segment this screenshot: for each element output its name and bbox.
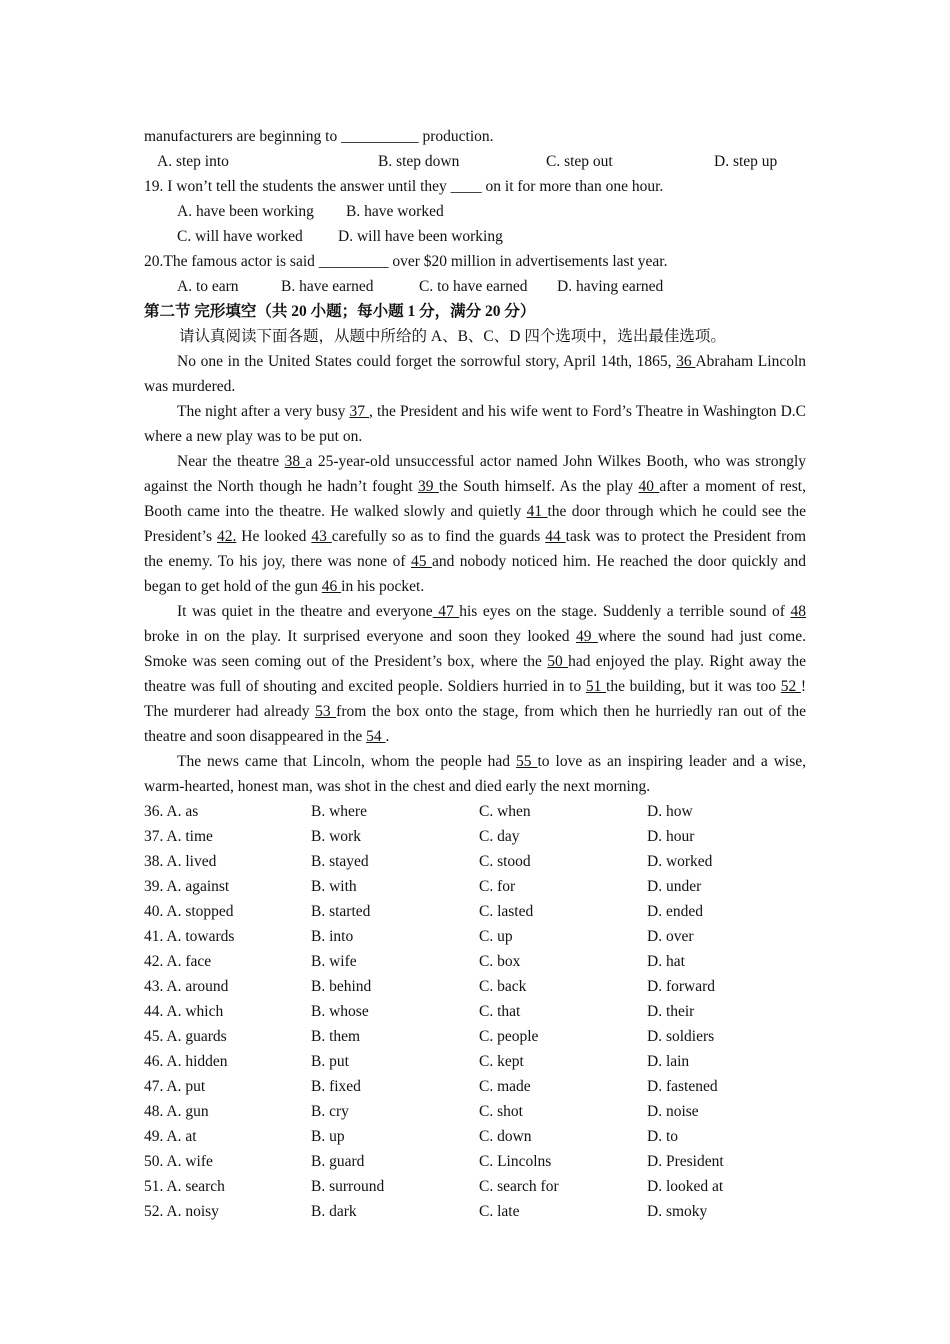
option-a: A. have been working bbox=[177, 203, 314, 220]
q18-stem-tail: manufacturers are beginning to __________ production. bbox=[144, 128, 494, 145]
blank-50: 50 bbox=[547, 653, 569, 670]
answer-row-39: 39. A. against B. with C. for D. under bbox=[144, 878, 702, 895]
option-b: B. have earned bbox=[281, 278, 374, 295]
q20-options bbox=[144, 274, 806, 299]
answer-row-43: 43. A. around B. behind C. back D. forward bbox=[144, 978, 716, 995]
blank-52: 52 bbox=[780, 678, 801, 695]
blank-42: 42. bbox=[216, 528, 237, 545]
answer-row-45: 45. A. guards B. them C. people D. soldiers bbox=[144, 1028, 715, 1045]
option-b: B. have worked bbox=[346, 203, 444, 220]
blank-37: 37 bbox=[349, 403, 370, 420]
answer-row-47: 47. A. put B. fixed C. made D. fastened bbox=[144, 1078, 718, 1095]
answer-row-50: 50. A. wife B. guard C. Lincolns D. President bbox=[144, 1153, 724, 1170]
answer-row-36: 36. A. as B. where C. when D. how bbox=[144, 803, 693, 820]
option-c: C. will have worked bbox=[177, 228, 303, 245]
option-d: D. having earned bbox=[557, 278, 664, 295]
answer-row-48: 48. A. gun B. cry C. shot D. noise bbox=[144, 1103, 699, 1120]
blank-49: 49 bbox=[575, 628, 598, 645]
answer-options-list bbox=[144, 799, 806, 1224]
q18-options bbox=[144, 149, 806, 174]
passage-paragraph-1: No one in the United States could forget the sorrowful story, April 14th, 1865, 36 Abraham Lincoln was murdered. bbox=[144, 353, 807, 395]
answer-row-38: 38. A. lived B. stayed C. stood D. worked bbox=[144, 853, 713, 870]
q19-options-row2 bbox=[144, 224, 806, 249]
blank-43: 43 bbox=[311, 528, 332, 545]
passage-paragraph-5: The news came that Lincoln, whom the people had 55 to love as an inspiring leader and a wise, warm-hearted, honest man, was shot in the chest and died early the next morning. bbox=[144, 753, 807, 795]
answer-row-40: 40. A. stopped B. started C. lasted D. ended bbox=[144, 903, 703, 920]
option-b: B. step down bbox=[378, 153, 460, 170]
blank-48: 48 bbox=[790, 603, 807, 620]
exam-page bbox=[144, 124, 806, 1224]
option-d: D. will have been working bbox=[338, 228, 503, 245]
q20-stem: 20.The famous actor is said _________ over $20 million in advertisements last year. bbox=[144, 253, 668, 270]
blank-51: 51 bbox=[585, 678, 607, 695]
blank-45: 45 bbox=[410, 553, 432, 570]
q19-stem: 19. I won’t tell the students the answer until they ____ on it for more than one hour. bbox=[144, 178, 664, 195]
option-a: A. to earn bbox=[177, 278, 239, 295]
answer-row-51: 51. A. search B. surround C. search for D. looked at bbox=[144, 1178, 724, 1195]
blank-54: 54 bbox=[366, 728, 386, 745]
answer-row-44: 44. A. which B. whose C. that D. their bbox=[144, 1003, 695, 1020]
option-c: C. step out bbox=[546, 153, 613, 170]
answer-row-46: 46. A. hidden B. put C. kept D. lain bbox=[144, 1053, 690, 1070]
passage-paragraph-2: The night after a very busy 37 , the President and his wife went to Ford’s Theatre in Washington D.C where a new play was to be put on. bbox=[144, 403, 807, 445]
section-instruction: 请认真阅读下面各题，从题中所给的 A、B、C、D 四个选项中，选出最佳选项。 bbox=[179, 328, 726, 345]
q19-options-row1 bbox=[144, 199, 806, 224]
blank-36: 36 bbox=[676, 353, 696, 370]
blank-39: 39 bbox=[417, 478, 439, 495]
passage-paragraph-3: Near the theatre 38 a 25-year-old unsuccessful actor named John Wilkes Booth, who was strongly against the North though he hadn’t fought 39 the South himself. As the play 40 after a moment of rest, Booth came into the theatre. He walked slowly and quietly 41 the door through which he could see the President’s 42. He looked 43 carefully so as to find the guards 44 task was to protect the President from the enemy. To his joy, there was none of 45 and nobody noticed him. He reached the door quickly and began to get hold of the gun 46 in his pocket. bbox=[144, 453, 807, 595]
answer-row-41: 41. A. towards B. into C. up D. over bbox=[144, 928, 694, 945]
blank-55: 55 bbox=[516, 753, 538, 770]
option-a: A. step into bbox=[157, 153, 229, 170]
blank-41: 41 bbox=[526, 503, 548, 520]
option-c: C. to have earned bbox=[419, 278, 528, 295]
blank-38: 38 bbox=[284, 453, 306, 470]
answer-row-52: 52. A. noisy B. dark C. late D. smoky bbox=[144, 1203, 708, 1220]
blank-40: 40 bbox=[638, 478, 660, 495]
blank-46: 46 bbox=[321, 578, 342, 595]
passage-paragraph-4: It was quiet in the theatre and everyone 47 his eyes on the stage. Suddenly a terrible sound of 48 broke in on the play. It surprised everyone and soon they looked 49 where the sound had just come. Smoke was seen coming out of the President’s box, where the 50 had enjoyed the play. Right away the theatre was full of shouting and excited people. Soldiers hurried in to 51 the building, but it was too 52 ! The murderer had already 53 from the box onto the stage, from which then he hurriedly ran out of the theatre and soon disappeared in the 54 . bbox=[144, 603, 807, 745]
blank-47: 47 bbox=[432, 603, 460, 620]
answer-row-49: 49. A. at B. up C. down D. to bbox=[144, 1128, 678, 1145]
answer-row-42: 42. A. face B. wife C. box D. hat bbox=[144, 953, 685, 970]
option-d: D. step up bbox=[714, 153, 778, 170]
blank-53: 53 bbox=[315, 703, 337, 720]
answer-row-37: 37. A. time B. work C. day D. hour bbox=[144, 828, 695, 845]
blank-44: 44 bbox=[545, 528, 566, 545]
section-title: 第二节 完形填空（共 20 小题；每小题 1 分，满分 20 分） bbox=[144, 303, 536, 320]
